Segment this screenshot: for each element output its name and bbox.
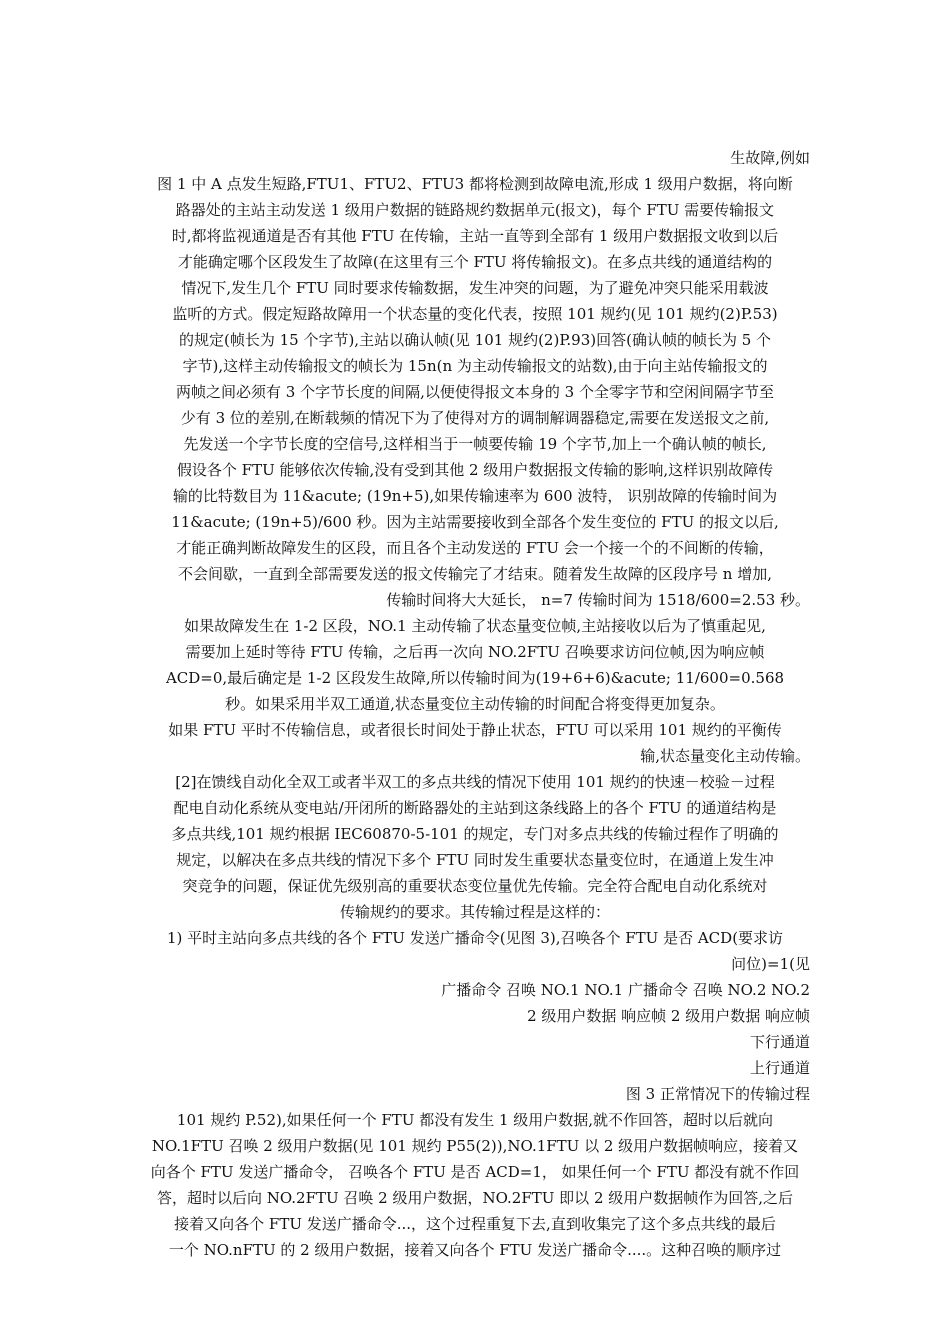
text-line: 11&acute; (19n+5)/600 秒。因为主站需要接收到全部各个发生变位的 FTU 的报文以后, — [171, 513, 779, 531]
text-line: 少有 3 位的差别,在断载频的情况下为了使得对方的调制解调器稳定,需要在发送报文之前, — [180, 409, 770, 427]
text-line: 的规定(帧长为 15 个字节),主站以确认帧(见 101 规约(2)P.93)回答(确认帧的帧长为 5 个 — [178, 331, 772, 349]
text-line: 图 1 中 A 点发生短路,FTU1、FTU2、FTU3 都将检测到故障电流,形成 1 级用户数据，将向断 — [157, 175, 793, 193]
text-line: 秒。如果采用半双工通道,状态量变位主动传输的时间配合将变得更加复杂。 — [225, 695, 725, 713]
text-line: 先发送一个字节长度的空信号,这样相当于一帧要传输 19 个字节,加上一个确认帧的帧长, — [183, 435, 767, 453]
figure-label: 下行通道 — [749, 1033, 810, 1051]
text-line: 输的比特数目为 11&acute; (19n+5),如果传输速率为 600 波特， 识别故障的传输时间为 — [172, 487, 778, 505]
text-line: 配电自动化系统从变电站/开闭所的断路器处的主站到这条线路上的各个 FTU 的通道结构是 — [173, 799, 777, 817]
text-line: 传输规约的要求。其传输过程是这样的： — [339, 903, 610, 921]
figure-caption: 图 3 正常情况下的传输过程 — [625, 1085, 810, 1103]
text-line: 监听的方式。假定短路故障用一个状态量的变化代表，按照 101 规约(见 101 规约(2)P.53) — [172, 305, 778, 323]
text-line: 向各个 FTU 发送广播命令， 召唤各个 FTU 是否 ACD=1， 如果任何一个 FTU 都没有就不作回 — [150, 1163, 800, 1181]
text-line: 时,都将监视通道是否有其他 FTU 在传输，主站一直等到全部有 1 级用户数据报文收到以后 — [171, 227, 779, 245]
text-line: ACD=0,最后确定是 1-2 区段发生故障,所以传输时间为(19+6+6)&acute; 11/600=0.568 — [165, 669, 785, 687]
text-line: 两帧之间必须有 3 个字节长度的间隔,以便使得报文本身的 3 个全零字节和空闲间隔字节至 — [176, 383, 774, 401]
text-line: 输,状态量变化主动传输。 — [640, 747, 810, 765]
text-line: 才能确定哪个区段发生了故障(在这里有三个 FTU 将传输报文)。在多点共线的通道结构的 — [177, 253, 773, 271]
text-line: 生故障,例如 — [730, 149, 810, 167]
text-line: 问位)=1(见 — [731, 955, 810, 973]
text-line: 传输时间将大大延长， n=7 传输时间为 1518/600=2.53 秒。 — [386, 591, 810, 609]
figure-label: 2 级用户数据 响应帧 2 级用户数据 响应帧 — [527, 1007, 810, 1025]
text-line: 不会间歇，一直到全部需要发送的报文传输完了才结束。随着发生故障的区段序号 n 增加, — [178, 565, 772, 583]
text-line: 如果故障发生在 1-2 区段，NO.1 主动传输了状态量变位帧,主站接收以后为了慎重起见, — [184, 617, 766, 635]
text-line: 多点共线,101 规约根据 IEC60870-5-101 的规定，专门对多点共线的传输过程作了明确的 — [171, 825, 779, 843]
text-line: 需要加上延时等待 FTU 传输，之后再一次向 NO.2FTU 召唤要求访问位帧,因为响应帧 — [185, 643, 765, 661]
text-line: 101 规约 P.52),如果任何一个 FTU 都没有发生 1 级用户数据,就不作回答，超时以后就向 — [176, 1111, 774, 1129]
text-line: 接着又向各个 FTU 发送广播命令...，这个过程重复下去,直到收集完了这个多点共线的最后 — [174, 1215, 776, 1233]
text-line: 才能正确判断故障发生的区段，而且各个主动发送的 FTU 会一个接一个的不间断的传输， — [176, 539, 774, 557]
text-line: 假设各个 FTU 能够依次传输,没有受到其他 2 级用户数据报文传输的影响,这样识别故障传 — [176, 461, 774, 479]
text-line: 规定，以解决在多点共线的情况下多个 FTU 同时发生重要状态量变位时，在通道上发生冲 — [176, 851, 774, 869]
text-line: 一个 NO.nFTU 的 2 级用户数据，接着又向各个 FTU 发送广播命令....。这种召唤的顺序过 — [168, 1241, 782, 1259]
text-line: 字节),这样主动传输报文的帧长为 15n(n 为主动传输报文的站数),由于向主站传输报文的 — [182, 357, 768, 375]
text-line: 情况下,发生几个 FTU 同时要求传输数据，发生冲突的问题，为了避免冲突只能采用载波 — [181, 279, 769, 297]
text-line: 如果 FTU 平时不传输信息，或者很长时间处于静止状态，FTU 可以采用 101 规约的平衡传 — [168, 721, 782, 739]
text-line: 答，超时以后向 NO.2FTU 召唤 2 级用户数据，NO.2FTU 即以 2 级用户数据帧作为回答,之后 — [156, 1189, 794, 1207]
text-line: [2]在馈线自动化全双工或者半双工的多点共线的情况下使用 101 规约的快速－校验－过程 — [175, 773, 775, 791]
text-line: NO.1FTU 召唤 2 级用户数据(见 101 规约 P55(2)),NO.1FTU 以 2 级用户数据帧响应，接着又 — [151, 1137, 799, 1155]
figure-label: 上行通道 — [749, 1059, 810, 1077]
text-line: 路器处的主站主动发送 1 级用户数据的链路规约数据单元(报文)，每个 FTU 需要传输报文 — [175, 201, 775, 219]
text-line: 1) 平时主站向多点共线的各个 FTU 发送广播命令(见图 3),召唤各个 FTU 是否 ACD(要求访 — [166, 929, 784, 947]
text-line: 突竞争的问题，保证优先级别高的重要状态变位量优先传输。完全符合配电自动化系统对 — [182, 877, 768, 895]
figure-label: 广播命令 召唤 NO.1 NO.1 广播命令 召唤 NO.2 NO.2 — [441, 981, 810, 999]
